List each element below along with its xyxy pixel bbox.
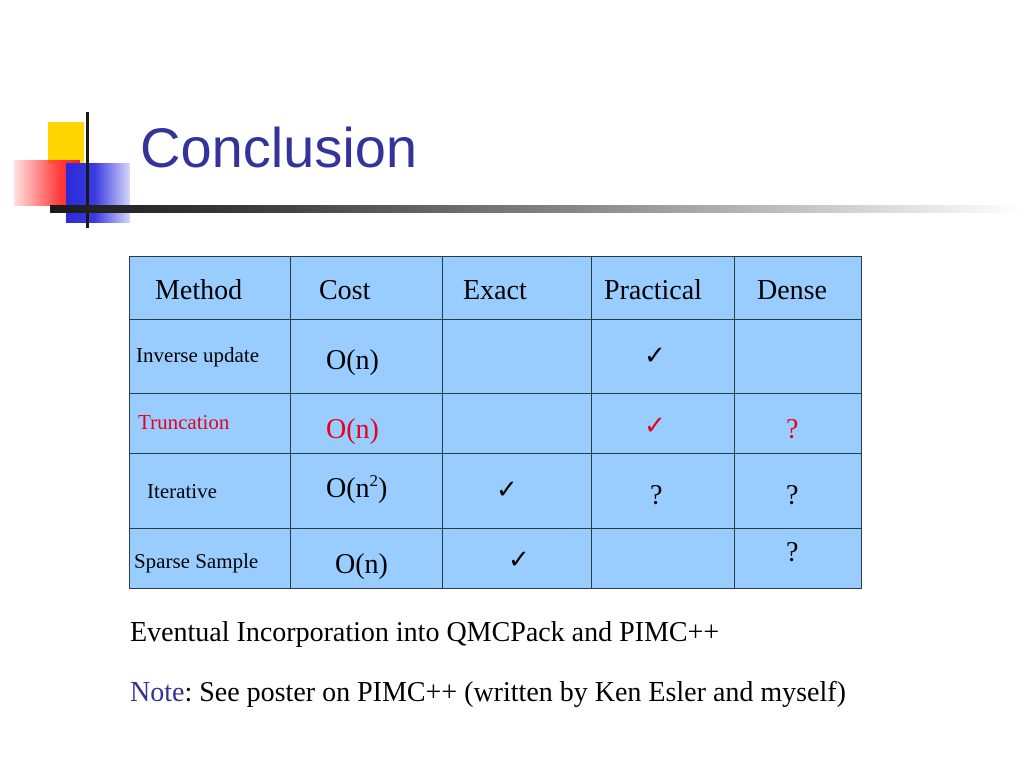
practical-question-mark: ? [650,480,663,511]
header-practical: Practical [604,275,702,306]
table-row-divider [130,319,861,320]
cost-exponent: 2 [369,471,379,490]
incorporation-text: Eventual Incorporation into QMCPack and PIMC++ [130,617,720,648]
row-method-label: Iterative [147,479,217,503]
exact-checkmark-icon: ✓ [496,475,518,505]
table-column-divider [591,257,592,588]
row-cost-value: O(n) [326,414,379,445]
table-row-divider [130,453,861,454]
title-underline-rule [50,205,1024,213]
slide-title: Conclusion [140,116,418,179]
header-dense: Dense [757,275,827,306]
header-cost: Cost [319,275,371,306]
practical-checkmark-icon: ✓ [644,341,666,371]
practical-checkmark-icon: ✓ [644,411,666,441]
comparison-table [129,256,862,589]
note-body: : See poster on PIMC++ (written by Ken Esler and myself) [184,677,846,708]
table-row-divider [130,528,861,529]
table-column-divider [290,257,291,588]
header-method: Method [155,275,243,306]
dense-question-mark: ? [786,414,799,445]
row-method-label: Inverse update [136,343,260,367]
dense-question-mark: ? [786,537,799,568]
row-cost-value [326,473,387,505]
note-label: Note [130,677,185,708]
note-text [130,677,846,709]
row-method-label: Truncation [138,410,230,434]
row-cost-value: O(n) [326,345,379,376]
row-cost-value: O(n) [335,549,388,580]
table-column-divider [734,257,735,588]
table-row-divider [130,393,861,394]
cost-base: O(n [326,473,370,504]
exact-checkmark-icon: ✓ [508,545,530,575]
table-column-divider [442,257,443,588]
cost-close: ) [378,473,388,504]
dense-question-mark: ? [786,480,799,511]
header-exact: Exact [463,275,527,306]
row-method-label: Sparse Sample [134,549,259,573]
yellow-square-decoration [48,122,84,164]
blue-square-decoration [66,163,130,223]
